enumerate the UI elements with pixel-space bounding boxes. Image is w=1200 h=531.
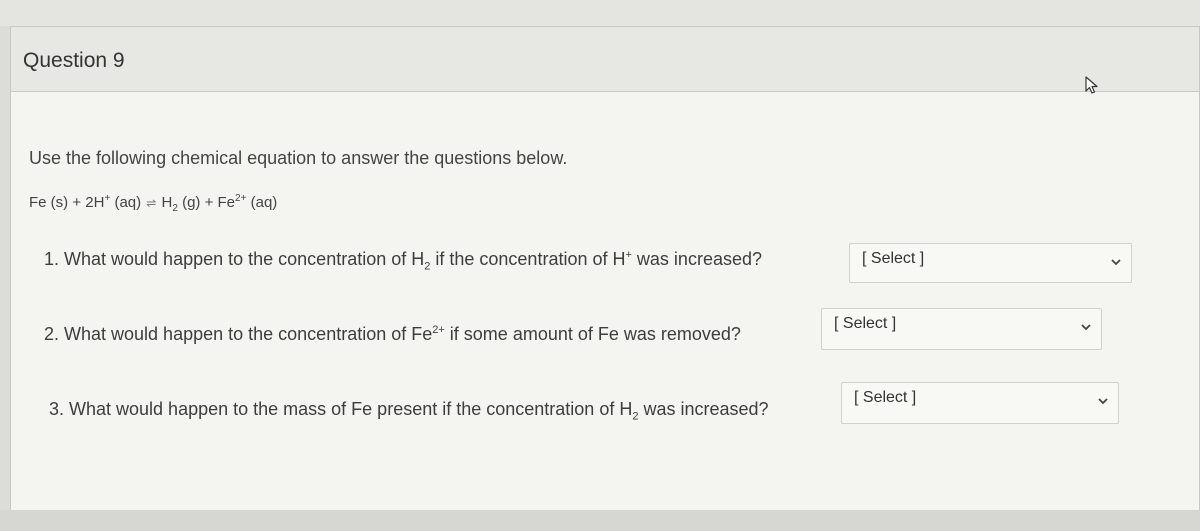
select-2-label: [ Select ] bbox=[834, 315, 897, 332]
equation-aq-1: (aq) bbox=[114, 194, 142, 211]
question-2-sup: 2+ bbox=[432, 324, 445, 336]
question-1-text-b: if the concentration of H bbox=[430, 249, 626, 269]
equation-g: (g) bbox=[182, 194, 201, 211]
equation-fe-charge: 2+ bbox=[235, 193, 247, 204]
bottom-strip bbox=[0, 510, 1200, 531]
question-title: Question 9 bbox=[23, 49, 125, 72]
equation-aq-2: (aq) bbox=[250, 194, 278, 211]
equation-h-charge: + bbox=[104, 193, 111, 204]
equation-fe: Fe (s) bbox=[29, 194, 69, 211]
question-item-2 bbox=[44, 324, 741, 345]
question-1-sup: + bbox=[625, 249, 632, 261]
question-3-text-a: 3. What would happen to the mass of Fe present if the concentration of H bbox=[49, 399, 633, 419]
select-1-label: [ Select ] bbox=[862, 250, 925, 267]
top-strip bbox=[0, 0, 1200, 26]
equation-h2-sub: 2 bbox=[172, 203, 178, 214]
instructions-text: Use the following chemical equation to answer the questions below. bbox=[29, 148, 568, 168]
chemical-equation bbox=[29, 193, 277, 214]
answer-select-1[interactable] bbox=[849, 243, 1132, 283]
mouse-pointer-icon bbox=[1082, 75, 1104, 97]
question-card bbox=[10, 26, 1200, 512]
chevron-down-icon bbox=[1081, 322, 1091, 332]
answer-select-2[interactable] bbox=[821, 308, 1102, 350]
question-item-3 bbox=[49, 399, 769, 423]
question-3-text-b: was increased? bbox=[638, 399, 769, 419]
question-1-sub: 2 bbox=[424, 260, 431, 273]
equation-fe-ion: + Fe bbox=[204, 194, 236, 211]
equilibrium-arrow-icon: ⇌ bbox=[146, 196, 157, 210]
question-item-1 bbox=[44, 249, 762, 273]
question-2-text-b: if some amount of Fe was removed? bbox=[444, 324, 741, 344]
answer-select-3[interactable] bbox=[841, 382, 1119, 424]
chevron-down-icon bbox=[1111, 257, 1121, 267]
equation-h-ion: + 2H bbox=[72, 194, 105, 211]
equation-h2: H bbox=[161, 194, 173, 211]
question-1-text-a: 1. What would happen to the concentration of H bbox=[44, 249, 425, 269]
question-header bbox=[11, 27, 1199, 92]
select-3-label: [ Select ] bbox=[854, 389, 917, 406]
question-2-text-a: 2. What would happen to the concentration of Fe bbox=[44, 324, 433, 344]
question-3-sub: 2 bbox=[632, 410, 639, 423]
chevron-down-icon bbox=[1098, 396, 1108, 406]
question-1-text-c: was increased? bbox=[631, 249, 762, 269]
